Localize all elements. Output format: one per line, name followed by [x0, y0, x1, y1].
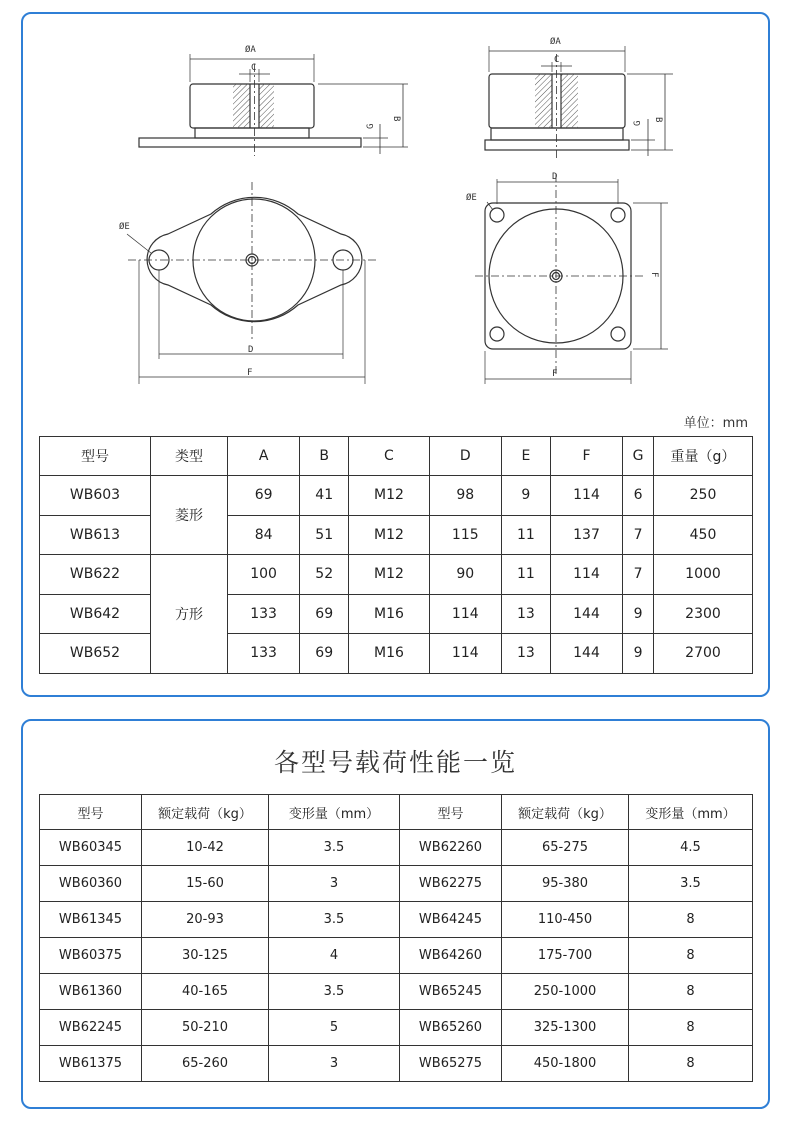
cell-deform: 8 — [629, 938, 753, 974]
cell-deform: 3 — [269, 1046, 400, 1082]
table-row — [40, 555, 753, 595]
table-row — [40, 974, 753, 1010]
cell-d: 114 — [429, 634, 501, 674]
cell-model: WB61375 — [40, 1046, 142, 1082]
header-load-left: 额定载荷（kg） — [142, 795, 269, 830]
cell-model: WB64260 — [400, 938, 502, 974]
cell-a: 100 — [228, 555, 300, 595]
cell-load: 175-700 — [502, 938, 629, 974]
header-model-right: 型号 — [400, 795, 502, 830]
cell-g: 7 — [623, 555, 654, 595]
header-model-left: 型号 — [40, 795, 142, 830]
cell-load: 20-93 — [142, 902, 269, 938]
cell-e: 11 — [501, 515, 550, 555]
label-f-2: F — [649, 272, 659, 278]
cell-load: 450-1800 — [502, 1046, 629, 1082]
cell-deform: 3.5 — [629, 866, 753, 902]
header-a: A — [228, 437, 300, 476]
square-side-view — [485, 46, 673, 159]
cell-deform: 8 — [629, 1046, 753, 1082]
cell-model: WB62260 — [400, 830, 502, 866]
table-header-row — [40, 795, 753, 830]
cell-f: 144 — [550, 594, 622, 634]
cell-b: 41 — [300, 476, 349, 516]
cell-model: WB65275 — [400, 1046, 502, 1082]
label-g-2: G — [633, 120, 643, 126]
header-e: E — [501, 437, 550, 476]
cell-load: 50-210 — [142, 1010, 269, 1046]
cell-b: 69 — [300, 594, 349, 634]
header-weight: 重量（g） — [654, 437, 753, 476]
cell-type-square: 方形 — [151, 555, 228, 674]
cell-deform: 4.5 — [629, 830, 753, 866]
cell-model: WB62245 — [40, 1010, 142, 1046]
load-performance-panel — [21, 719, 770, 1109]
cell-weight: 450 — [654, 515, 753, 555]
cell-deform: 5 — [269, 1010, 400, 1046]
label-g-1: G — [366, 123, 376, 129]
cell-load: 325-1300 — [502, 1010, 629, 1046]
cell-model: WB60345 — [40, 830, 142, 866]
cell-model: WB603 — [40, 476, 151, 516]
label-dia-a-2: ØA — [550, 37, 561, 47]
cell-model: WB652 — [40, 634, 151, 674]
label-b-2: B — [653, 117, 663, 123]
cell-deform: 3 — [269, 866, 400, 902]
label-f-3: F — [552, 369, 558, 379]
header-b: B — [300, 437, 349, 476]
load-table — [39, 794, 753, 1082]
cell-a: 133 — [228, 594, 300, 634]
section-title: 各型号载荷性能一览 — [273, 748, 517, 777]
table-row — [40, 866, 753, 902]
cell-b: 51 — [300, 515, 349, 555]
cell-deform: 8 — [629, 974, 753, 1010]
cell-d: 115 — [429, 515, 501, 555]
table-row — [40, 594, 753, 634]
cell-model: WB613 — [40, 515, 151, 555]
cell-g: 6 — [623, 476, 654, 516]
cell-load: 40-165 — [142, 974, 269, 1010]
cell-f: 137 — [550, 515, 622, 555]
cell-f: 114 — [550, 476, 622, 516]
cell-a: 69 — [228, 476, 300, 516]
cell-g: 9 — [623, 594, 654, 634]
header-d: D — [429, 437, 501, 476]
cell-model: WB642 — [40, 594, 151, 634]
diamond-side-view — [139, 54, 408, 156]
header-type: 类型 — [151, 437, 228, 476]
cell-deform: 3.5 — [269, 974, 400, 1010]
cell-model: WB65245 — [400, 974, 502, 1010]
cell-model: WB622 — [40, 555, 151, 595]
cell-e: 13 — [501, 634, 550, 674]
cell-deform: 3.5 — [269, 902, 400, 938]
header-deform-right: 变形量（mm） — [629, 795, 753, 830]
header-load-right: 额定载荷（kg） — [502, 795, 629, 830]
table-row — [40, 634, 753, 674]
cell-c: M12 — [349, 555, 429, 595]
label-d-1: D — [248, 345, 254, 355]
table-row — [40, 1010, 753, 1046]
cell-d: 98 — [429, 476, 501, 516]
cell-load: 30-125 — [142, 938, 269, 974]
cell-weight: 1000 — [654, 555, 753, 595]
unit-note: 单位：mm — [683, 416, 748, 431]
cell-type-diamond: 菱形 — [151, 476, 228, 555]
cell-model: WB64245 — [400, 902, 502, 938]
cell-f: 144 — [550, 634, 622, 674]
table-row — [40, 938, 753, 974]
cell-load: 65-260 — [142, 1046, 269, 1082]
table-row — [40, 1046, 753, 1082]
cell-model: WB60360 — [40, 866, 142, 902]
label-e-2: ØE — [466, 193, 477, 203]
cell-load: 250-1000 — [502, 974, 629, 1010]
cell-deform: 8 — [629, 1010, 753, 1046]
cell-model: WB60375 — [40, 938, 142, 974]
label-c-1: C — [251, 63, 257, 73]
label-dia-a-1: ØA — [245, 45, 256, 55]
label-d-2: D — [552, 172, 558, 182]
header-model: 型号 — [40, 437, 151, 476]
cell-g: 7 — [623, 515, 654, 555]
cell-a: 133 — [228, 634, 300, 674]
cell-weight: 2700 — [654, 634, 753, 674]
table-row — [40, 902, 753, 938]
technical-drawings — [23, 14, 768, 414]
cell-load: 65-275 — [502, 830, 629, 866]
table-row — [40, 515, 753, 555]
cell-c: M12 — [349, 515, 429, 555]
header-f: F — [550, 437, 622, 476]
cell-deform: 3.5 — [269, 830, 400, 866]
table-row — [40, 476, 753, 516]
cell-model: WB61345 — [40, 902, 142, 938]
header-g: G — [623, 437, 654, 476]
cell-load: 95-380 — [502, 866, 629, 902]
table-row — [40, 830, 753, 866]
label-c-2: C — [554, 55, 560, 65]
header-deform-left: 变形量（mm） — [269, 795, 400, 830]
cell-c: M16 — [349, 634, 429, 674]
label-b-1: B — [391, 116, 401, 122]
cell-deform: 4 — [269, 938, 400, 974]
cell-model: WB61360 — [40, 974, 142, 1010]
cell-weight: 250 — [654, 476, 753, 516]
cell-e: 9 — [501, 476, 550, 516]
cell-e: 13 — [501, 594, 550, 634]
cell-load: 15-60 — [142, 866, 269, 902]
label-f-1: F — [247, 368, 253, 378]
dimension-panel — [21, 12, 770, 697]
cell-a: 84 — [228, 515, 300, 555]
cell-weight: 2300 — [654, 594, 753, 634]
cell-e: 11 — [501, 555, 550, 595]
cell-deform: 8 — [629, 902, 753, 938]
label-e-1: ØE — [119, 222, 130, 232]
cell-d: 114 — [429, 594, 501, 634]
cell-model: WB65260 — [400, 1010, 502, 1046]
header-c: C — [349, 437, 429, 476]
cell-model: WB62275 — [400, 866, 502, 902]
cell-f: 114 — [550, 555, 622, 595]
table-header-row — [40, 437, 753, 476]
square-top-view — [475, 174, 668, 384]
cell-load: 110-450 — [502, 902, 629, 938]
cell-b: 52 — [300, 555, 349, 595]
dimension-table — [39, 436, 753, 674]
cell-d: 90 — [429, 555, 501, 595]
cell-load: 10-42 — [142, 830, 269, 866]
cell-b: 69 — [300, 634, 349, 674]
cell-c: M16 — [349, 594, 429, 634]
cell-g: 9 — [623, 634, 654, 674]
cell-c: M12 — [349, 476, 429, 516]
